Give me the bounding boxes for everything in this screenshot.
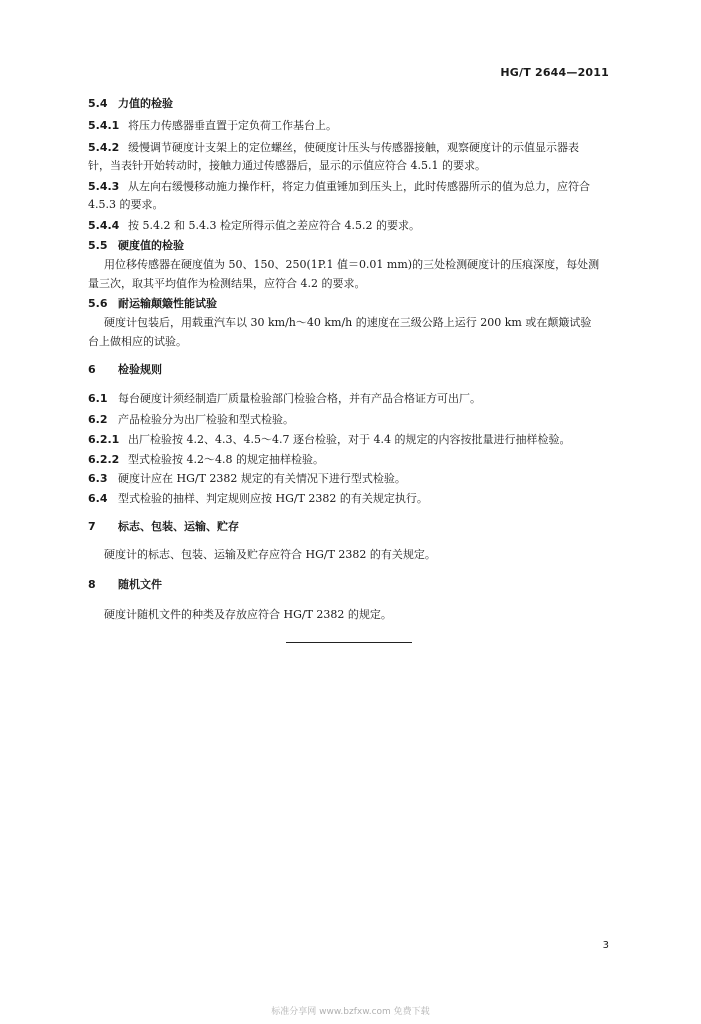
clause-number: 5.4.3 — [88, 180, 120, 193]
watermark-footer: 标准分享网 www.bzfxw.com 免费下载 — [271, 1007, 430, 1017]
chapter-heading — [88, 578, 618, 592]
clause — [88, 219, 618, 233]
clause — [88, 492, 618, 506]
clause — [88, 433, 618, 447]
paragraph-line: 硬度计包装后，用载重汽车以 30 km/h～40 km/h 的速度在三级公路上运行 200 km 或在颠簸试验 — [104, 316, 592, 329]
clause-text: 出厂检验按 4.2、4.3、4.5～4.7 逐台检验，对于 4.4 的规定的内容按批量进行抽样检验。 — [128, 433, 571, 446]
clause — [88, 413, 618, 427]
chapter-title: 标志、包装、运输、贮存 — [118, 520, 239, 533]
clause-text: 将压力传感器垂直置于定负荷工作基台上。 — [128, 119, 337, 132]
clause-continuation: 4.5.3 的要求。 — [88, 198, 164, 211]
paragraph-line: 量三次，取其平均值作为检测结果，应符合 4.2 的要求。 — [88, 277, 366, 290]
section-title: 耐运输颠簸性能试验 — [118, 297, 217, 310]
clause — [88, 180, 618, 194]
clause-number: 6.2.2 — [88, 453, 120, 466]
chapter-heading — [88, 363, 618, 377]
clause-continuation: 针，当表针开始转动时，接触力通过传感器后，显示的示值应符合 4.5.1 的要求。 — [88, 159, 486, 172]
clause-number: 6.1 — [88, 392, 108, 405]
section-title: 力值的检验 — [118, 97, 173, 110]
clause — [88, 119, 618, 133]
paragraph-line: 台上做相应的试验。 — [88, 335, 187, 348]
clause-text: 硬度计应在 HG/T 2382 规定的有关情况下进行型式检验。 — [118, 472, 406, 485]
clause — [88, 141, 618, 155]
section-heading — [88, 297, 618, 311]
page-number: 3 — [602, 940, 609, 951]
clause — [88, 453, 618, 467]
section-heading — [88, 97, 618, 111]
paragraph-line: 硬度计的标志、包装、运输及贮存应符合 HG/T 2382 的有关规定。 — [104, 548, 436, 561]
clause-text: 产品检验分为出厂检验和型式检验。 — [118, 413, 294, 426]
clause-text: 按 5.4.2 和 5.4.3 检定所得示值之差应符合 4.5.2 的要求。 — [128, 219, 420, 232]
chapter-number: 6 — [88, 363, 96, 376]
section-number: 5.5 — [88, 239, 108, 252]
clause-text: 型式检验按 4.2～4.8 的规定抽样检验。 — [128, 453, 324, 466]
section-number: 5.4 — [88, 97, 108, 110]
clause-number: 6.3 — [88, 472, 108, 485]
clause-number: 6.4 — [88, 492, 108, 505]
chapter-number: 7 — [88, 520, 96, 533]
clause — [88, 472, 618, 486]
end-rule — [286, 642, 412, 643]
clause — [88, 392, 618, 406]
paragraph-line: 硬度计随机文件的种类及存放应符合 HG/T 2382 的规定。 — [104, 608, 392, 621]
chapter-title: 随机文件 — [118, 578, 162, 591]
section-title: 硬度值的检验 — [118, 239, 184, 252]
chapter-number: 8 — [88, 578, 96, 591]
clause-number: 5.4.1 — [88, 119, 120, 132]
clause-text: 缓慢调节硬度计支架上的定位螺丝，使硬度计压头与传感器接触，观察硬度计的示值显示器表 — [128, 141, 579, 154]
chapter-heading — [88, 520, 618, 534]
chapter-title: 检验规则 — [118, 363, 162, 376]
standard-number-header: HG/T 2644—2011 — [500, 66, 609, 79]
clause-number: 5.4.2 — [88, 141, 120, 154]
paragraph-line: 用位移传感器在硬度值为 50、150、250(1P.1 值＝0.01 mm)的三处检测硬度计的压痕深度，每处测 — [104, 258, 600, 271]
clause-number: 6.2 — [88, 413, 108, 426]
clause-text: 每台硬度计须经制造厂质量检验部门检验合格，并有产品合格证方可出厂。 — [118, 392, 481, 405]
clause-number: 5.4.4 — [88, 219, 120, 232]
clause-number: 6.2.1 — [88, 433, 120, 446]
clause-text: 型式检验的抽样、判定规则应按 HG/T 2382 的有关规定执行。 — [118, 492, 428, 505]
clause-text: 从左向右缓慢移动施力操作杆，将定力值重锤加到压头上，此时传感器所示的值为总力，应符合 — [128, 180, 590, 193]
section-heading — [88, 239, 618, 253]
section-number: 5.6 — [88, 297, 108, 310]
